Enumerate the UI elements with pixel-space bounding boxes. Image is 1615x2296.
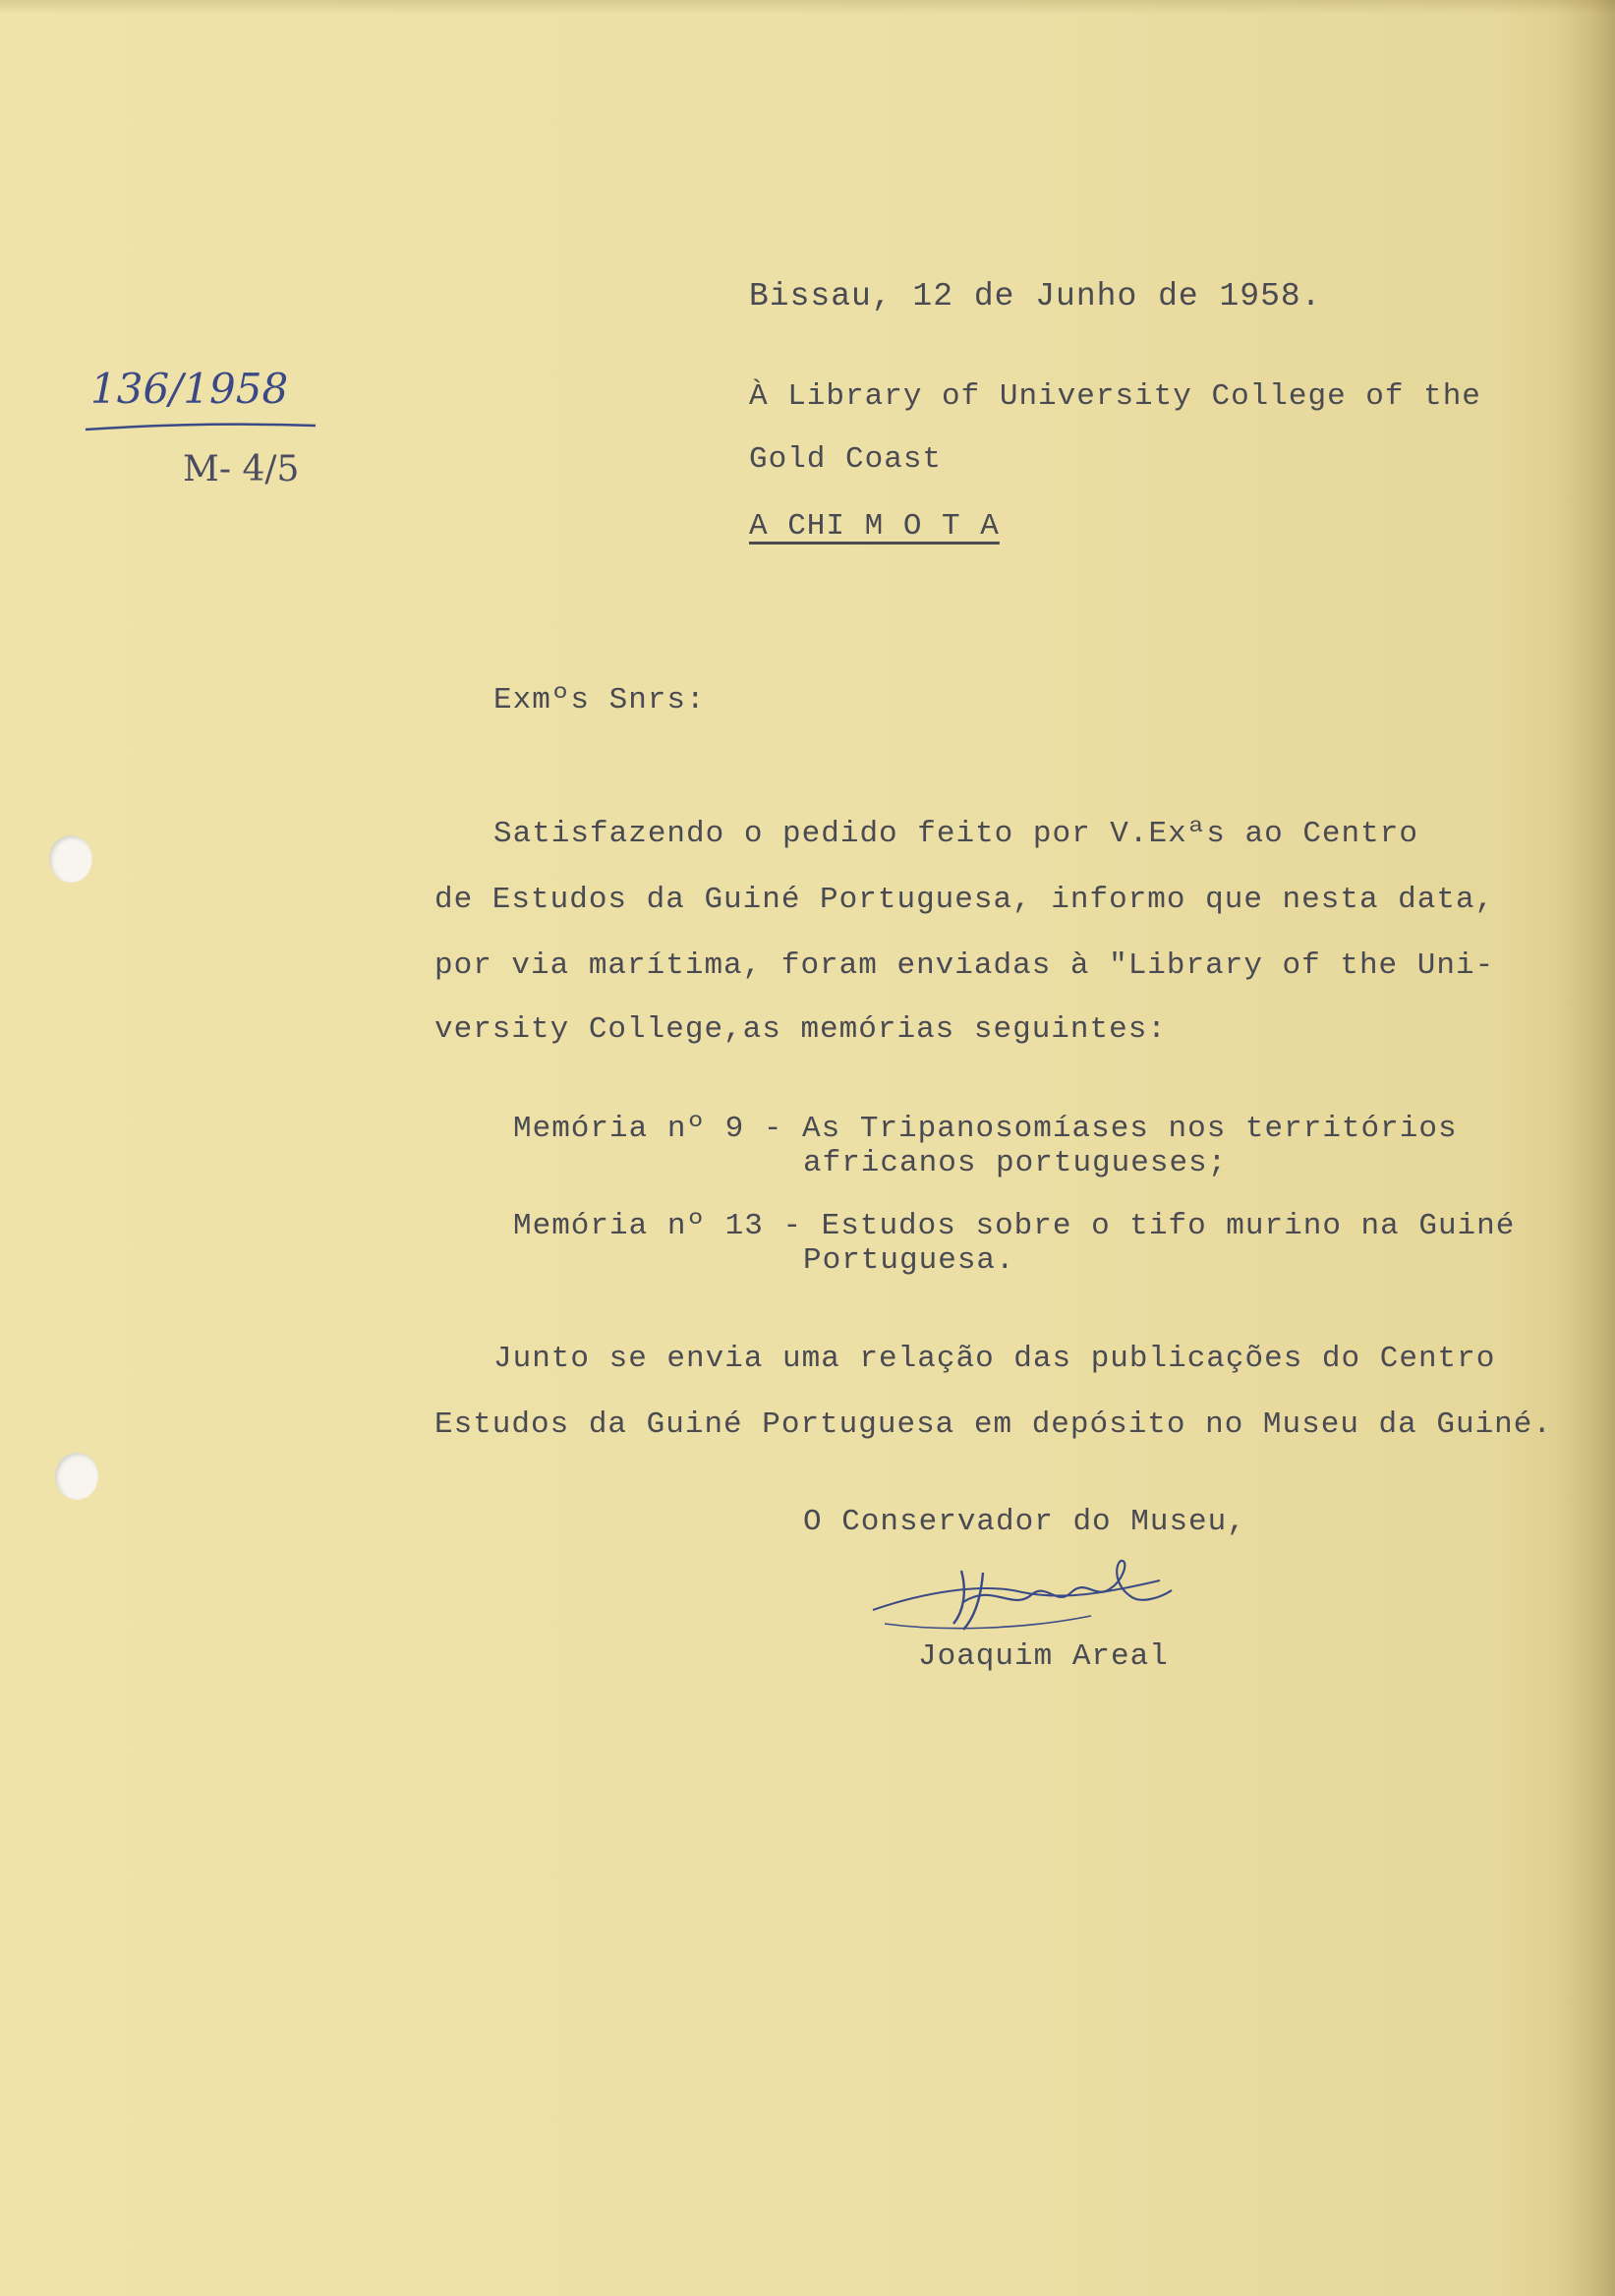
body-line-3: por via marítima, foram enviadas à "Library of the Uni- [434,948,1495,983]
body-line-4: versity College,as memórias seguintes: [434,1012,1167,1047]
closing-line-1: Junto se envia uma relação das publicações do Centro [493,1342,1496,1376]
memoria-13-line2: Portuguesa. [803,1243,1015,1278]
body-line-2: de Estudos da Guiné Portuguesa, informo que nesta data, [434,883,1495,917]
closing-line-2: Estudos da Guiné Portuguesa em depósito no Museu da Guiné. [434,1407,1552,1442]
place-date: Bissau, 12 de Junho de 1958. [749,278,1322,315]
memoria-9-line2: africanos portugueses; [803,1146,1228,1180]
reference-code: M- 4/5 [183,449,300,489]
memoria-9-line1: Memória nº 9 - As Tripanosomíases nos territórios [513,1112,1458,1146]
punch-hole-top [49,835,92,883]
recipient-city: A CHI M O T A [749,509,1000,544]
reference-number: 136/1958 [90,365,289,413]
recipient-line1: À Library of University College of the [749,379,1481,414]
memoria-13-line1: Memória nº 13 - Estudos sobre o tifo murino na Guiné [513,1209,1516,1243]
paper-right-edge-shadow [1556,0,1615,2296]
reference-underline [84,418,319,437]
paper-top-edge [0,0,1615,14]
salutation: Exmºs Snrs: [493,683,706,718]
signatory-name: Joaquim Areal [918,1639,1169,1674]
punch-hole-bottom [55,1453,98,1500]
body-line-1: Satisfazendo o pedido feito por V.Exªs ao Centro [493,817,1418,851]
handwritten-signature [865,1553,1199,1641]
signatory-title: O Conservador do Museu, [803,1505,1246,1539]
recipient-line2: Gold Coast [749,442,943,477]
